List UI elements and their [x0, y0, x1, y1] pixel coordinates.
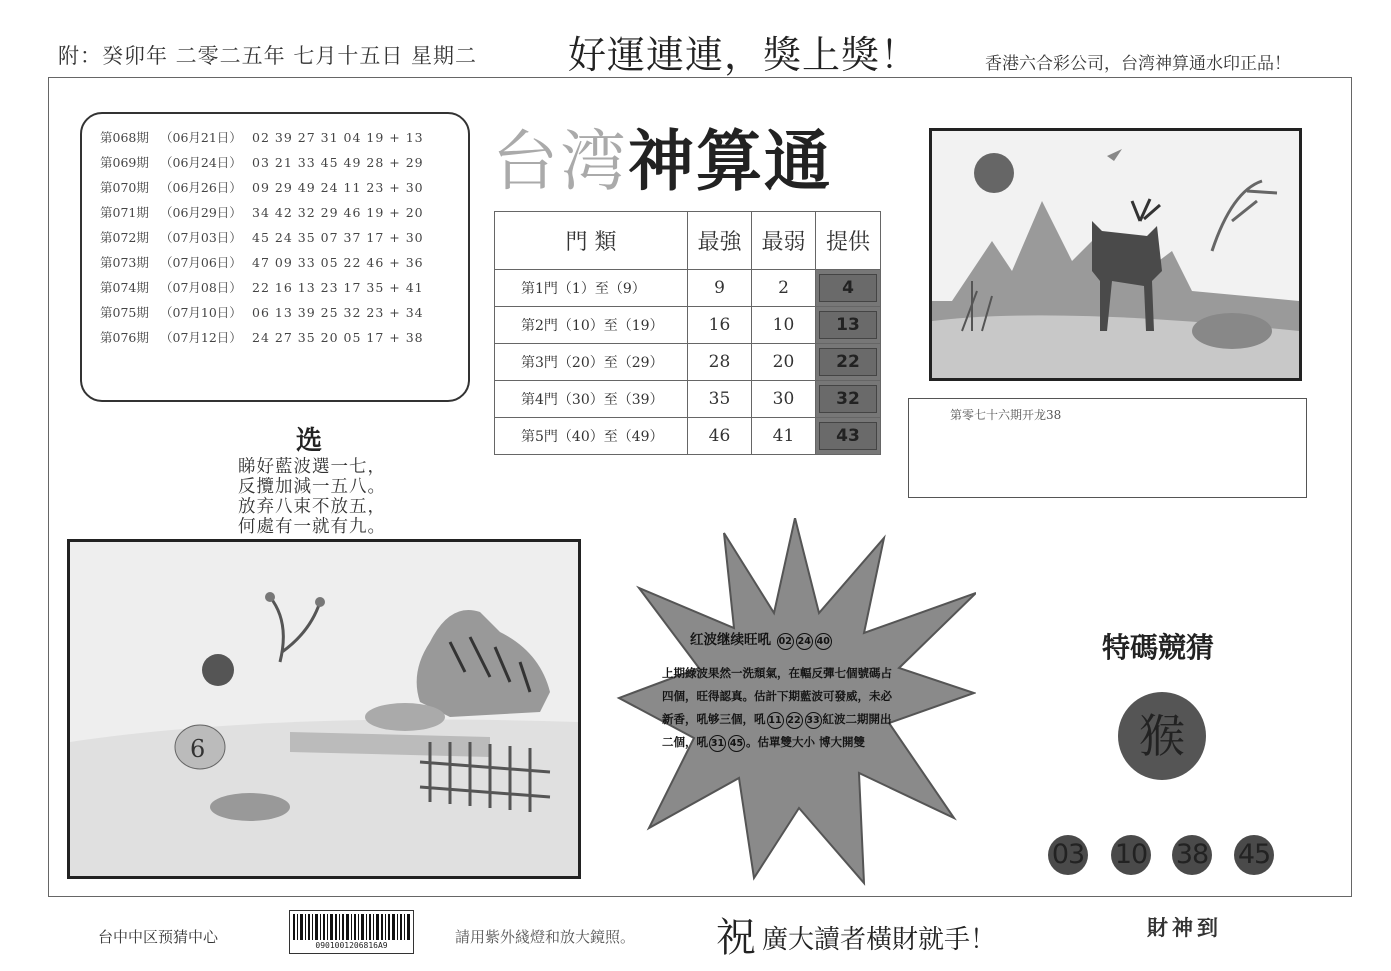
gate-weak: 30	[752, 381, 816, 418]
barcode-number: 0901001206816A9	[315, 941, 388, 950]
gate-strong: 46	[688, 418, 752, 455]
gate-strong: 16	[688, 307, 752, 344]
gate-label: 第1門（1）至（9）	[495, 270, 688, 307]
col-header-category: 門 類	[495, 212, 688, 270]
gate-label: 第5門（40）至（49）	[495, 418, 688, 455]
history-row: 第070期 （06月26日） 09 29 49 24 11 23 + 30	[100, 180, 424, 195]
history-row: 第076期 （07月12日） 24 27 35 20 05 17 + 38	[100, 330, 424, 345]
history-row: 第072期 （07月03日） 45 24 35 07 37 17 + 30	[100, 230, 424, 245]
poem-line: 何處有一就有九。	[238, 517, 386, 537]
gate-provide: 43	[816, 418, 881, 455]
publication-logo	[492, 108, 832, 203]
col-header-provide: 提供	[816, 212, 881, 270]
star-text: 上期綠波果然一洗頹氣，在輻反彈七個號碼占 四個，旺得認真。估計下期藍波可發威，未必 新香，吼够三個，吼 11 22 33 紅波二期開出 二個，吼 31 45 。估單雙大小 博大開雙	[662, 662, 942, 754]
history-row: 第074期 （07月08日） 22 16 13 23 17 35 + 41	[100, 280, 424, 295]
gate-weak: 10	[752, 307, 816, 344]
logo-bold-text: 神算通	[628, 122, 832, 200]
poem-line: 放弃八束不放五，	[238, 497, 386, 517]
header-slogan: 好運連連，獎上獎！	[568, 33, 920, 77]
history-panel	[80, 112, 470, 402]
gate-row	[495, 418, 881, 455]
gate-label: 第3門（20）至（29）	[495, 344, 688, 381]
tiger-illustration	[67, 539, 581, 879]
star-title: 红波继续旺吼 02 24 40	[690, 632, 830, 648]
uv-check-note: 請用紫外綫燈和放大鏡照。	[455, 928, 636, 946]
number-ball: 38	[1172, 835, 1212, 875]
gate-weak: 2	[752, 270, 816, 307]
svg-text:6: 6	[190, 735, 206, 763]
gate-row	[495, 381, 881, 418]
history-row: 第073期 （07月06日） 47 09 33 05 22 46 + 36	[100, 255, 424, 270]
poem-title: 选	[296, 426, 323, 456]
gate-label: 第2門（10）至（19）	[495, 307, 688, 344]
wish-text: 廣大讀者橫財就手！	[762, 925, 997, 955]
gate-row	[495, 307, 881, 344]
gate-strong: 9	[688, 270, 752, 307]
fortune-god-text: 財神到	[1147, 915, 1222, 940]
gate-provide: 22	[816, 344, 881, 381]
wish-mark: 祝	[716, 915, 756, 961]
number-ball: 03	[1048, 835, 1088, 875]
col-header-weak: 最弱	[752, 212, 816, 270]
col-header-strong: 最強	[688, 212, 752, 270]
gate-table-header	[495, 212, 881, 270]
gate-weak: 20	[752, 344, 816, 381]
history-row: 第071期 （06月29日） 34 42 32 29 46 19 + 20	[100, 205, 424, 220]
special-guess-title: 特碼競猜	[1102, 631, 1215, 664]
issue-date: 附：癸卯年 二零二五年 七月十五日 星期二	[58, 44, 478, 68]
header-company-note: 香港六合彩公司，台湾神算通水印正品！	[985, 54, 1291, 74]
history-row: 第069期 （06月24日） 03 21 33 45 49 28 + 29	[100, 155, 424, 170]
zodiac-badge: 猴	[1118, 692, 1206, 780]
gate-row	[495, 344, 881, 381]
number-ball: 45	[1234, 835, 1274, 875]
deer-illustration	[929, 128, 1302, 381]
history-row: 第075期 （07月10日） 06 13 39 25 32 23 + 34	[100, 305, 424, 320]
gate-label: 第4門（30）至（39）	[495, 381, 688, 418]
gate-provide: 4	[816, 270, 881, 307]
poem-line: 睇好藍波選一七，	[238, 457, 386, 477]
gate-table	[494, 211, 881, 455]
gate-provide: 13	[816, 307, 881, 344]
footer-center-name: 台中中区预猜中心	[98, 928, 219, 946]
number-ball: 10	[1111, 835, 1151, 875]
opening-note: 第零七十六期开龙38	[950, 408, 1062, 422]
history-row: 第068期 （06月21日） 02 39 27 31 04 19 + 13	[100, 130, 424, 145]
gate-row	[495, 270, 881, 307]
gate-strong: 28	[688, 344, 752, 381]
gate-weak: 41	[752, 418, 816, 455]
gate-provide: 32	[816, 381, 881, 418]
logo-light-text: 台湾	[492, 123, 628, 200]
gate-strong: 35	[688, 381, 752, 418]
poem-line: 反攬加減一五八。	[238, 477, 386, 497]
